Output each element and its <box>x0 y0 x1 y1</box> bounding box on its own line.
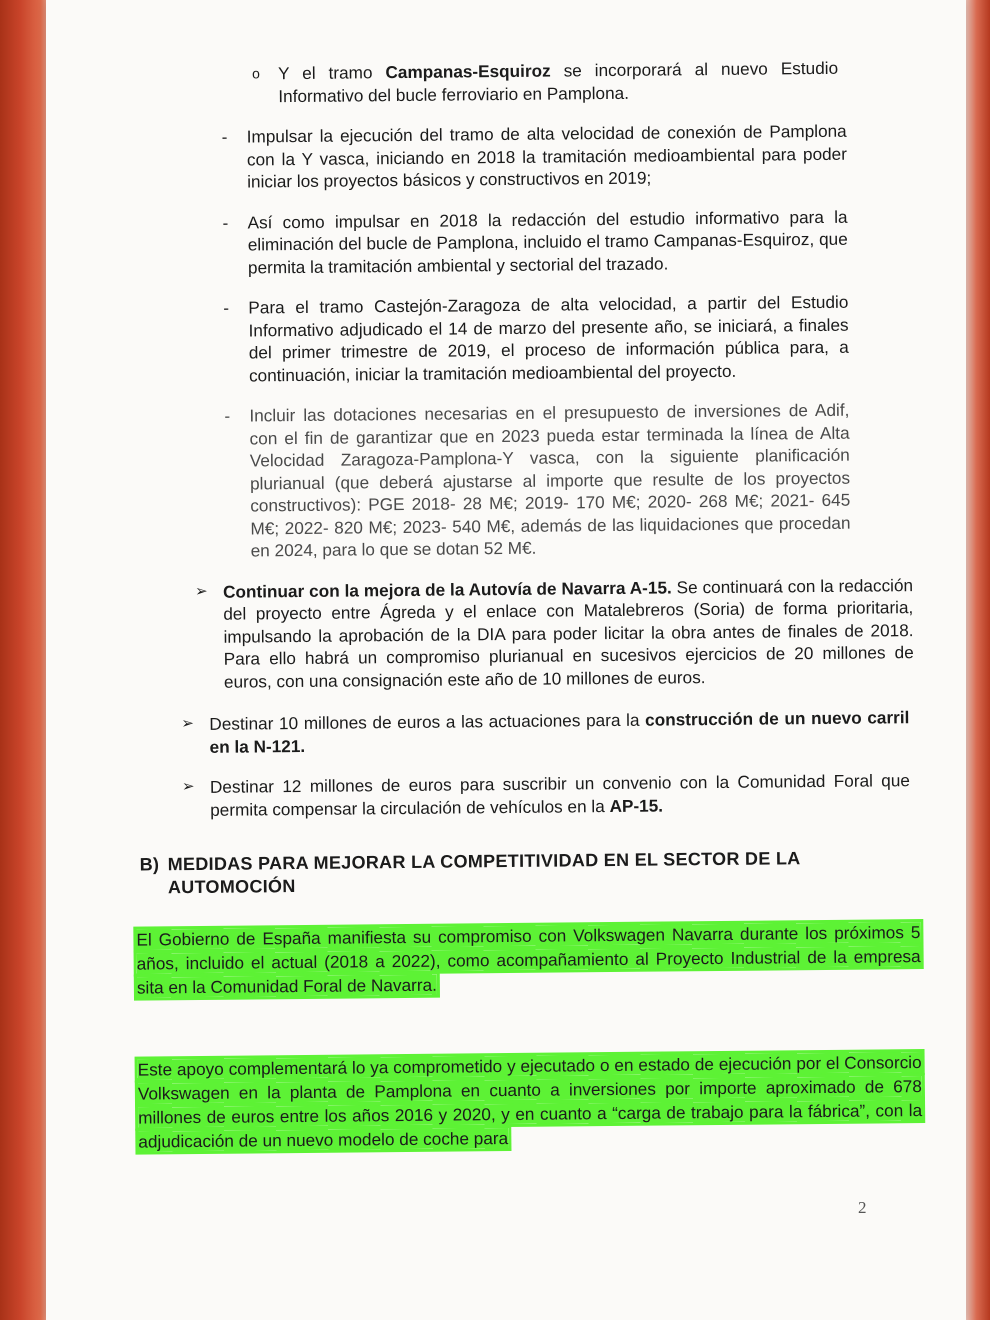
dash-bullet-icon: - <box>222 212 229 233</box>
sub-bullet-campanas: o Y el tramo Campanas-Esquiroz se incorporará al nuevo Estudio Informativo del bucle ferroviario en Pamplona. <box>252 57 839 106</box>
dash-item-castejon-zaragoza: - Para el tramo Castejón-Zaragoza de alta velocidad, a partir del Estudio Informativo adjudicado el 14 de marzo del presente año, se iniciará, a finales del primer trimestre de 2019, el proceso de información pública para, a continuación, iniciar la tramitación medioambiental del proyecto. <box>223 291 849 385</box>
highlighted-text: El Gobierno de España manifiesta su compromiso con Volkswagen Navarra durante los próximos 5 años, incluido el actual (2018 a 2022), como acompañamiento al Proyecto Industrial de la empresa sita en la Comunidad Foral de Navarra. <box>136 922 921 998</box>
arrow-item-n121: ➢ Destinar 10 millones de euros a las actuaciones para la construcción de un nuevo carril en la N-121. <box>181 707 910 757</box>
arrow-item-autovia-a15: ➢ Continuar con la mejora de la Autovía de Navarra A-15. Se continuará con la redacción del proyecto entre Ágreda y el enlace con Matalebreros (Soria) de forma prioritaria, impulsando la aprobación de la DIA para poder licitar la obra antes de finales de 2018. Para ello habrá un compromiso plurianual en sucesivos ejercicios de 20 millones de euros, con una consignación este año de 10 millones de euros. <box>195 574 914 692</box>
page-content <box>46 56 976 1155</box>
arrow-bullet-icon: ➢ <box>195 582 208 600</box>
arrow-bullet-icon: ➢ <box>181 715 195 733</box>
dash-bullet-icon: - <box>224 405 231 426</box>
page-number: 2 <box>858 1198 867 1217</box>
dash-item-conexion-y-vasca: - Impulsar la ejecución del tramo de alta velocidad de conexión de Pamplona con la Y vasca, iniciando en 2018 la tramitación medioambiental para poder iniciar los proyectos básicos y constructivos en 2019; <box>221 120 848 192</box>
highlighted-text: Este apoyo complementará lo ya comprometido y ejecutado o en estado de ejecución por el Consorcio Volkswagen en la planta de Pamplona en cuanto a inversiones por importe aproximado de 678 millones de euros entre los años 2016 y 2020, y en cuanto a “carga de trabajo para la fábrica”, con la adjudicación de un nuevo modelo de coche para <box>137 1052 923 1152</box>
dash-item-bucle-pamplona: - Así como impulsar en 2018 la redacción del estudio informativo para la eliminación del bucle de Pamplona, incluido el tramo Campanas-Esquiroz, que permita la tramitación ambiental y sectorial del trazado. <box>222 206 848 277</box>
paragraph-support-investment <box>138 1050 923 1154</box>
dash-item-dotaciones-adif: - Incluir las dotaciones necesarias en el presupuesto de inversiones de Adif, con el fin de garantizar que en 2023 pueda estar terminada la línea de Alta Velocidad Zaragoza-Pamplona-Y vasca, con la siguiente planificación plurianual (que deberá ajustarse al importe que resulte de los proyectos constructivos): PGE 2018- 28 M€; 2019- 170 M€; 2020- 268 M€; 2021- 645 M€; 2022- 820 M€; 2023- 540 M€, además de las liquidaciones que procedan en 2024, para lo que se dotan 52 M€. <box>224 399 851 561</box>
dash-bullet-icon: - <box>223 297 230 318</box>
arrow-bullet-icon: ➢ <box>181 778 195 796</box>
section-b-heading: B) MEDIDAS PARA MEJORAR LA COMPETITIVIDAD EN EL SECTOR DE LA AUTOMOCIÓN <box>139 848 801 898</box>
document-page <box>46 0 966 1320</box>
dash-bullet-icon: - <box>221 126 228 147</box>
arrow-item-ap15: ➢ Destinar 12 millones de euros para suscribir un convenio con la Comunidad Foral que permita compensar la circulación de vehículos en la AP-15. <box>181 770 911 820</box>
paragraph-volkswagen-commitment <box>136 920 921 1000</box>
circle-bullet-icon: o <box>252 65 260 82</box>
